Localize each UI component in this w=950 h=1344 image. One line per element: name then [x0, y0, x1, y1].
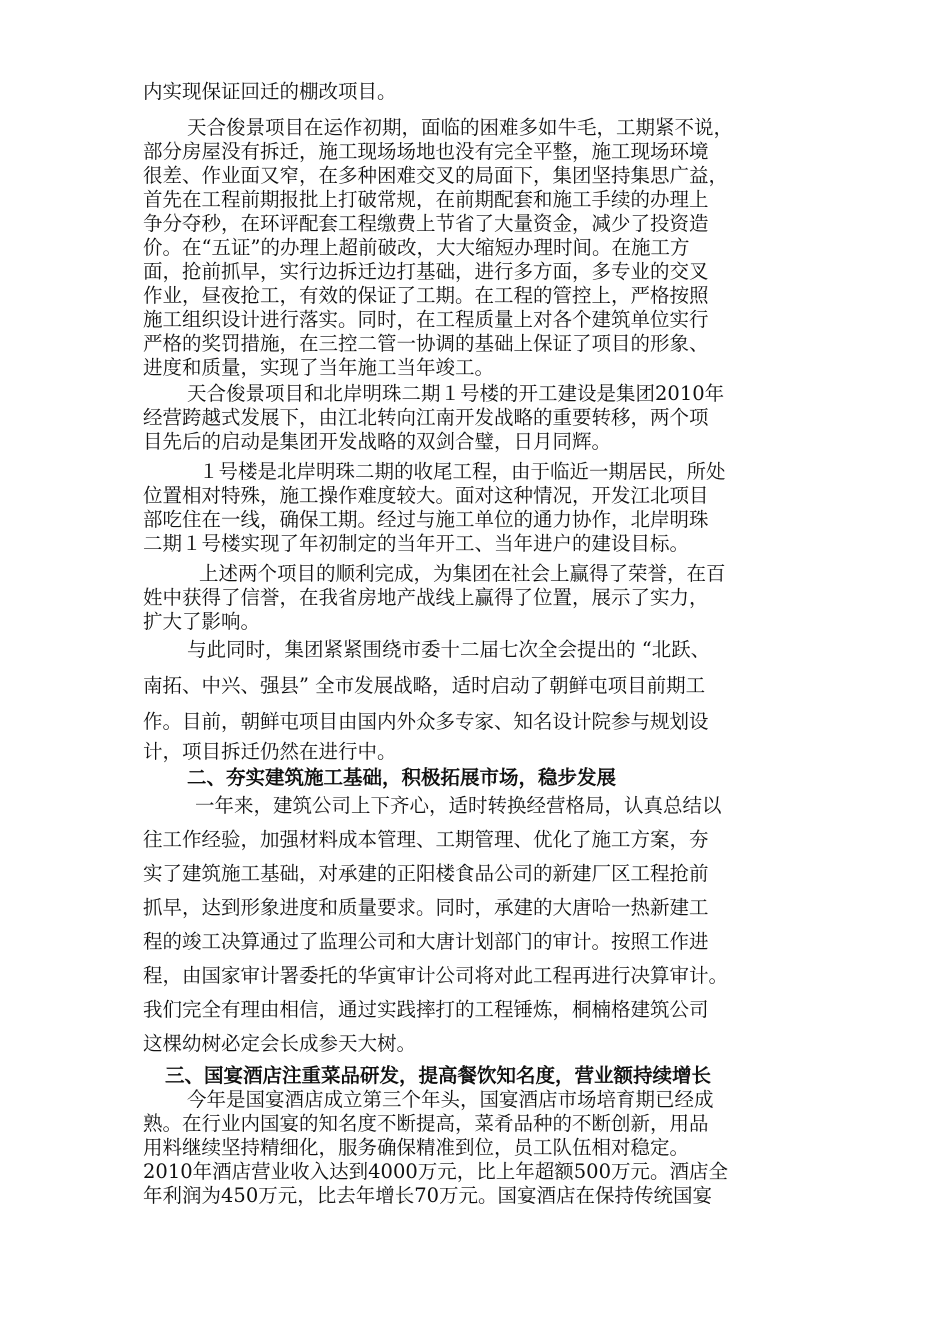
text-line: 我们完全有理由相信，通过实践摔打的工程锤炼，桐楠格建筑公司	[143, 998, 709, 1021]
text-line: 严格的奖罚措施，在三控二管一协调的基础上保证了项目的形象、	[143, 332, 709, 355]
text-line: 与此同时，集团紧紧围绕市委十二届七次全会提出的 “北跃、	[187, 638, 711, 661]
text-line: 价。在“五证”的办理上超前破改，大大缩短办理时间。在施工方	[143, 236, 690, 259]
text-line: 程，由国家审计署委托的华寅审计公司将对此工程再进行决算审计。	[143, 964, 729, 987]
text-line: 往工作经验，加强材料成本管理、工期管理、优化了施工方案，夯	[143, 828, 709, 851]
text-line: 实了建筑施工基础，对承建的正阳楼食品公司的新建厂区工程抢前	[143, 862, 709, 885]
text-line: 2010年酒店营业收入达到4000万元，比上年超额500万元。酒店全	[143, 1160, 728, 1183]
text-line: 熟。在行业内国宴的知名度不断提高，菜肴品种的不断创新，用品	[143, 1112, 709, 1135]
text-line: 部分房屋没有拆迁，施工现场场地也没有完全平整，施工现场环境	[143, 140, 709, 163]
text-line: 面，抢前抓早，实行边拆迁边打基础，进行多方面，多专业的交叉	[143, 260, 709, 283]
text-line: 位置相对特殊，施工操作难度较大。面对这种情况，开发江北项目	[143, 484, 709, 507]
text-line: １号楼是北岸明珠二期的收尾工程，由于临近一期居民，所处	[199, 460, 726, 483]
text-line: 南拓、中兴、强县” 全市发展战略，适时启动了朝鲜屯项目前期工	[143, 674, 706, 697]
text-line: 天合俊景项目和北岸明珠二期１号楼的开工建设是集团2010年	[187, 382, 725, 405]
text-line: 部吃住在一线，确保工期。经过与施工单位的通力协作，北岸明珠	[143, 508, 709, 531]
text-line: 扩大了影响。	[143, 610, 261, 633]
text-line: 姓中获得了信誉，在我省房地产战线上赢得了位置，展示了实力，	[143, 586, 709, 609]
text-line: 程的竣工决算通过了监理公司和大唐计划部门的审计。按照工作进	[143, 930, 709, 953]
text-line: 年利润为450万元，比去年增长70万元。国宴酒店在保持传统国宴	[143, 1184, 713, 1207]
text-line: 天合俊景项目在运作初期，面临的困难多如牛毛，工期紧不说，	[187, 116, 734, 139]
text-line: 上述两个项目的顺利完成，为集团在社会上赢得了荣誉，在百	[199, 562, 726, 585]
section-heading: 三、国宴酒店注重菜品研发，提高餐饮知名度，营业额持续增长	[165, 1064, 712, 1087]
text-line: 今年是国宴酒店成立第三个年头，国宴酒店市场培育期已经成	[187, 1088, 714, 1111]
text-line: 作。目前，朝鲜屯项目由国内外众多专家、知名设计院参与规划设	[143, 710, 709, 733]
text-line: 争分夺秒，在环评配套工程缴费上节省了大量资金，减少了投资造	[143, 212, 709, 235]
text-line: 这棵幼树必定会长成参天大树。	[143, 1032, 417, 1055]
text-line: 经营跨越式发展下，由江北转向江南开发战略的重要转移，两个项	[143, 406, 709, 429]
text-line: 目先后的启动是集团开发战略的双剑合璧，日月同辉。	[143, 430, 612, 453]
section-heading: 二、夯实建筑施工基础，积极拓展市场，稳步发展	[187, 766, 617, 789]
text-line: 首先在工程前期报批上打破常规，在前期配套和施工手续的办理上	[143, 188, 709, 211]
text-line: 内实现保证回迁的棚改项目。	[143, 80, 397, 103]
text-line: 很差、作业面又窄，在多种困难交叉的局面下，集团坚持集思广益，	[143, 164, 729, 187]
text-line: 二期１号楼实现了年初制定的当年开工、当年进户的建设目标。	[143, 532, 690, 555]
text-line: 一年来，建筑公司上下齐心，适时转换经营格局，认真总结以	[195, 794, 722, 817]
text-line: 施工组织设计进行落实。同时，在工程质量上对各个建筑单位实行	[143, 308, 709, 331]
text-line: 用料继续坚持精细化，服务确保精准到位，员工队伍相对稳定。	[143, 1136, 690, 1159]
text-line: 进度和质量，实现了当年施工当年竣工。	[143, 356, 495, 379]
text-line: 抓早，达到形象进度和质量要求。同时，承建的大唐哈一热新建工	[143, 896, 709, 919]
text-line: 计，项目拆迁仍然在进行中。	[143, 740, 397, 763]
text-line: 作业，昼夜抢工，有效的保证了工期。在工程的管控上，严格按照	[143, 284, 709, 307]
